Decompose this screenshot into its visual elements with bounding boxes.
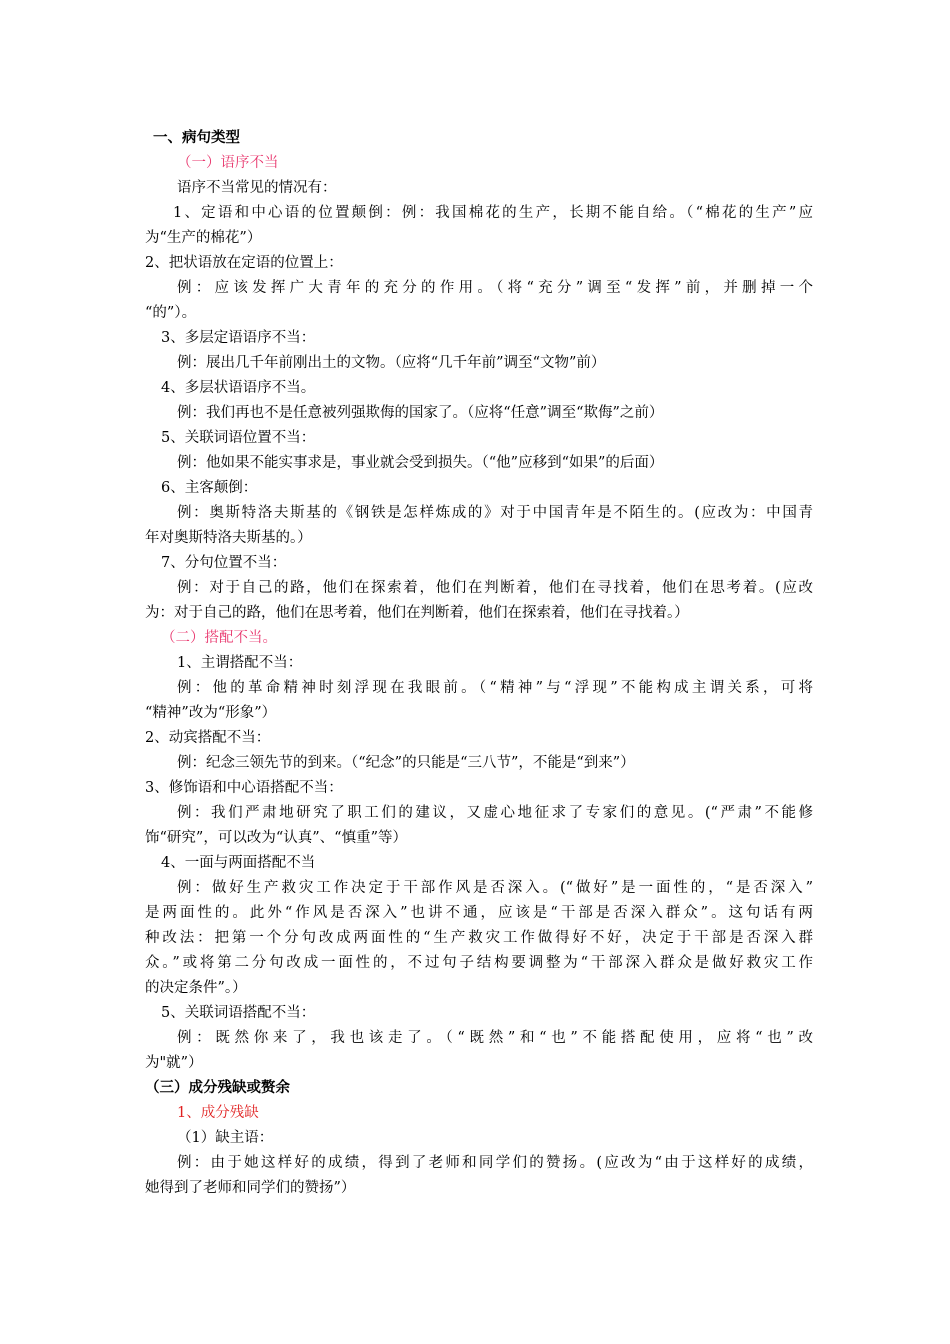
paragraph-line: “精神”改为“形象”）	[145, 705, 277, 721]
paragraph-line: 众。”或将第二分句改成一面性的，不过句子结构要调整为“干部深入群众是做好救灾工作	[145, 955, 813, 971]
paragraph-line: 例：由于她这样好的成绩，得到了老师和同学们的赞扬。(应改为“由于这样好的成绩，	[177, 1155, 813, 1171]
paragraph-line: 例：纪念三领先节的到来。（“纪念”的只能是“三八节”，不能是“到来”）	[177, 755, 635, 771]
paragraph-line: 例：展出几千年前刚出土的文物。（应将“几千年前”调至“文物”前）	[177, 355, 606, 371]
paragraph-line: 的决定条件”。）	[145, 980, 247, 996]
paragraph-line: 5、关联词语位置不当：	[161, 430, 316, 446]
paragraph-line: 7、分句位置不当：	[161, 555, 287, 571]
paragraph-line: 例：他的革命精神时刻浮现在我眼前。（“精神”与“浮现”不能构成主谓关系，可将	[177, 680, 813, 696]
paragraph-line: 为“生产的棉花”）	[145, 230, 262, 246]
paragraph-line: 例：应该发挥广大青年的充分的作用。（将“充分”调至“发挥”前，并删掉一个	[177, 280, 813, 296]
paragraph-line: 1、定语和中心语的位置颠倒：例：我国棉花的生产，长期不能自给。（“棉花的生产”应	[173, 205, 813, 221]
paragraph-line: “的”）。	[145, 305, 197, 321]
paragraph-line: 例：做好生产救灾工作决定于干部作风是否深入。(“做好”是一面性的，“是否深入”	[177, 880, 813, 896]
paragraph-line: 例：既然你来了，我也该走了。（“既然”和“也”不能搭配使用，应将“也”改	[177, 1030, 813, 1046]
paragraph-line: 种改法：把第一个分句改成两面性的“生产救灾工作做得好不好，决定于干部是否深入群	[145, 930, 813, 946]
subheading-missing-component: 1、成分残缺	[177, 1105, 259, 1121]
subheading-missing-redundant: （三）成分残缺或赘余	[145, 1080, 290, 1096]
paragraph-line: 为"就”）	[145, 1055, 203, 1071]
document-body	[145, 126, 813, 1201]
paragraph-line: （1）缺主语：	[177, 1130, 274, 1146]
paragraph-line: 例：对于自己的路，他们在探索着，他们在判断着，他们在寻找着，他们在思考着。(应改	[177, 580, 813, 596]
paragraph-line: 是两面性的。此外“作风是否深入”也讲不通，应该是“干部是否深入群众”。这句话有两	[145, 905, 813, 921]
paragraph-line: 例：他如果不能实事求是，事业就会受到损失。（“他”应移到“如果”的后面）	[177, 455, 664, 471]
subheading-word-order: （一）语序不当	[177, 155, 279, 171]
paragraph-line: 为：对于自己的路，他们在思考着，他们在判断着，他们在探索着，他们在寻找着。）	[145, 605, 689, 621]
paragraph-line: 饰“研究”，可以改为“认真”、“慎重”等）	[145, 830, 407, 846]
paragraph-line: 1、主谓搭配不当：	[177, 655, 303, 671]
paragraph-line: 例：我们再也不是任意被列强欺侮的国家了。（应将“任意”调至“欺侮”之前）	[177, 405, 664, 421]
subheading-mismatch: （二）搭配不当。	[161, 630, 277, 646]
paragraph-line: 4、多层状语语序不当。	[161, 380, 316, 396]
paragraph-line: 5、关联词语搭配不当：	[161, 1005, 316, 1021]
paragraph-line: 2、把状语放在定语的位置上：	[145, 255, 343, 271]
paragraph-line: 例：我们严肃地研究了职工们的建议，又虚心地征求了专家们的意见。(“严肃”不能修	[177, 805, 813, 821]
heading-sick-sentence-types: 一、病句类型	[153, 130, 240, 146]
paragraph-line: 年对奥斯特洛夫斯基的。）	[145, 530, 312, 546]
paragraph-line: 例：奥斯特洛夫斯基的《钢铁是怎样炼成的》对于中国青年是不陌生的。(应改为：中国青	[177, 505, 813, 521]
paragraph-line: 2、动宾搭配不当：	[145, 730, 271, 746]
paragraph-line: 3、多层定语语序不当：	[161, 330, 316, 346]
paragraph-line: 4、一面与两面搭配不当	[161, 855, 316, 871]
paragraph-line: 3、修饰语和中心语搭配不当：	[145, 780, 343, 796]
paragraph-line: 她得到了老师和同学们的赞扬”）	[145, 1180, 356, 1196]
paragraph-line: 语序不当常见的情况有：	[177, 180, 337, 196]
paragraph-line: 6、主客颠倒：	[161, 480, 258, 496]
